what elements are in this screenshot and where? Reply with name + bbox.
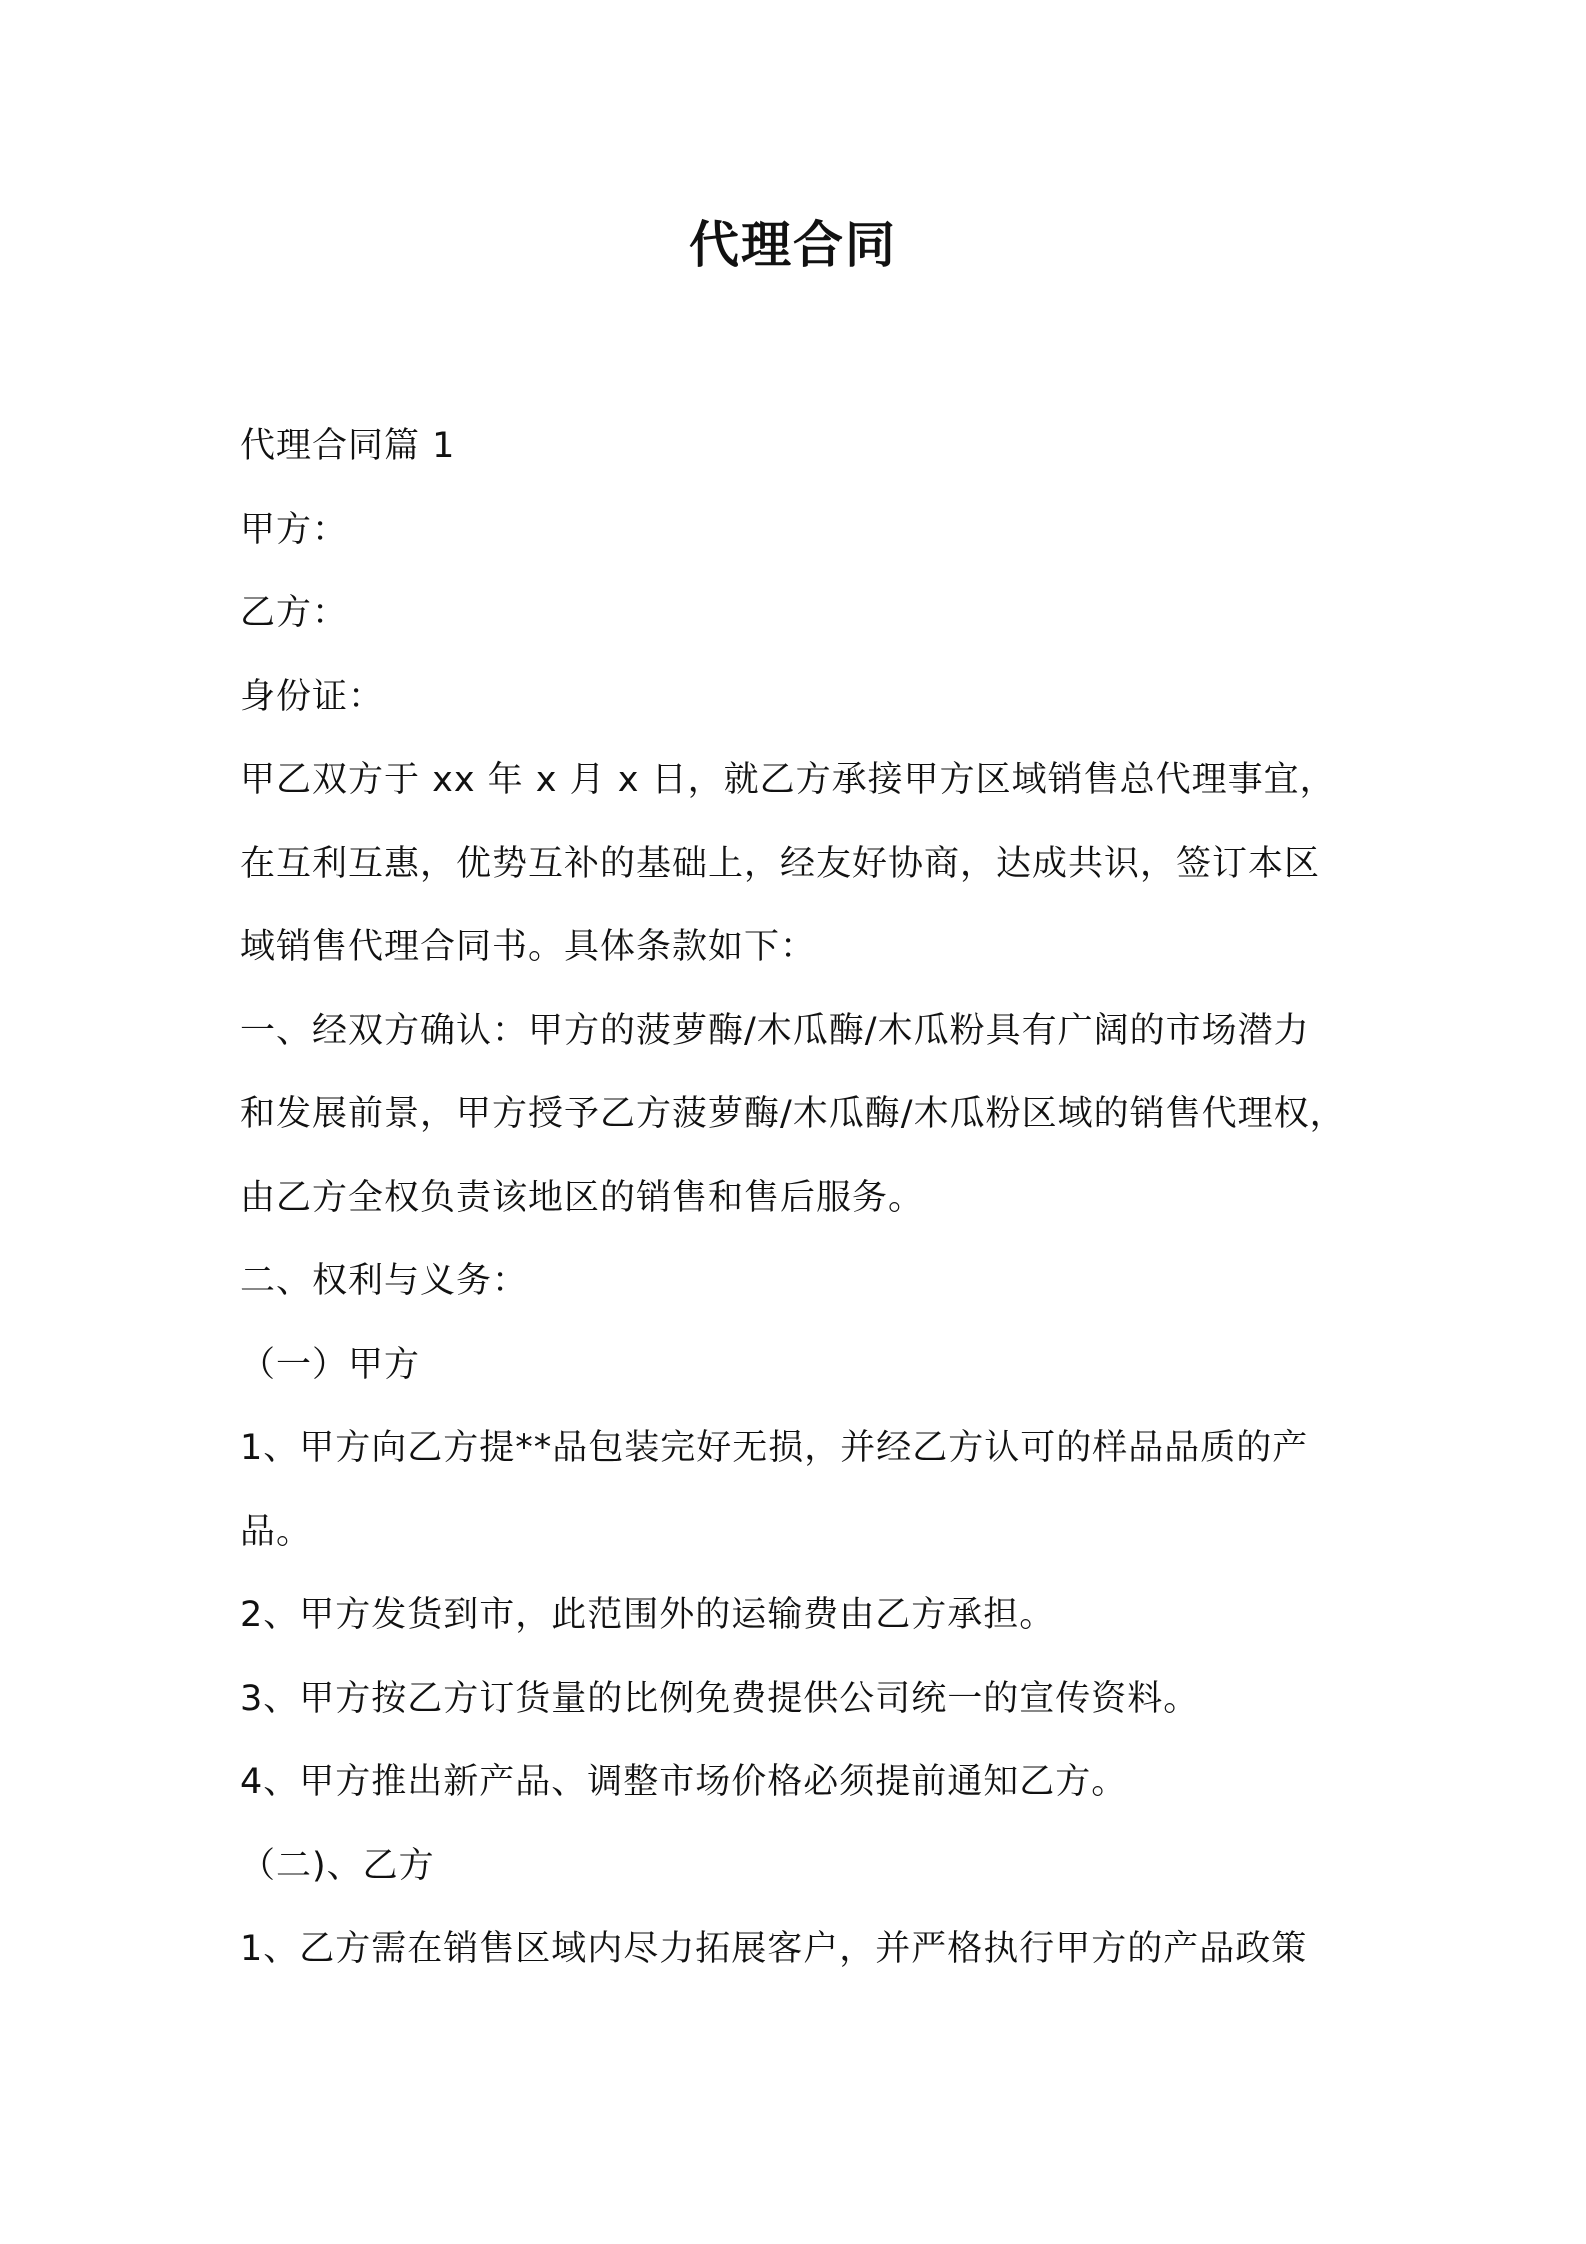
document-title: 代理合同 [689,216,897,274]
paragraph-line: 甲乙双方于 xx 年 x 月 x 日，就乙方承接甲方区域销售总代理事宜， [240,760,1336,800]
paragraph-line: 4、甲方推出新产品、调整市场价格必须提前通知乙方。 [240,1762,1128,1802]
paragraph-line: 域销售代理合同书。具体条款如下： [240,927,817,967]
paragraph-line: 甲方： [240,509,349,550]
paragraph-line: 乙方： [240,593,349,633]
paragraph-line: 由乙方全权负责该地区的销售和售后服务。 [240,1177,925,1218]
paragraph-line: 代理合同篇 1 [240,426,456,466]
paragraph-line: （一）甲方 [240,1344,421,1385]
paragraph-line: 和发展前景，甲方授予乙方菠萝酶/木瓜酶/木瓜粉区域的销售代理权， [240,1094,1346,1134]
paragraph-line: （二)、乙方 [240,1845,435,1886]
document-body [240,405,1380,1992]
paragraph-line: 2、甲方发货到市，此范围外的运输费由乙方承担。 [240,1595,1056,1635]
paragraph-line: 品。 [240,1511,313,1552]
paragraph-line: 3、甲方按乙方订货量的比例免费提供公司统一的宣传资料。 [240,1678,1200,1719]
paragraph-line: 一、经双方确认：甲方的菠萝酶/木瓜酶/木瓜粉具有广阔的市场潜力 [240,1010,1310,1051]
paragraph-line: 1、乙方需在销售区域内尽力拓展客户，并严格执行甲方的产品政策 [240,1929,1308,1969]
paragraph-line: 二、权利与义务： [240,1261,529,1301]
paragraph-line: 1、甲方向乙方提**品包装完好无损，并经乙方认可的样品品质的产 [240,1428,1309,1468]
paragraph-line: 在互利互惠，优势互补的基础上，经友好协商，达成共识，签订本区 [240,843,1321,884]
paragraph-line: 身份证： [240,676,385,717]
